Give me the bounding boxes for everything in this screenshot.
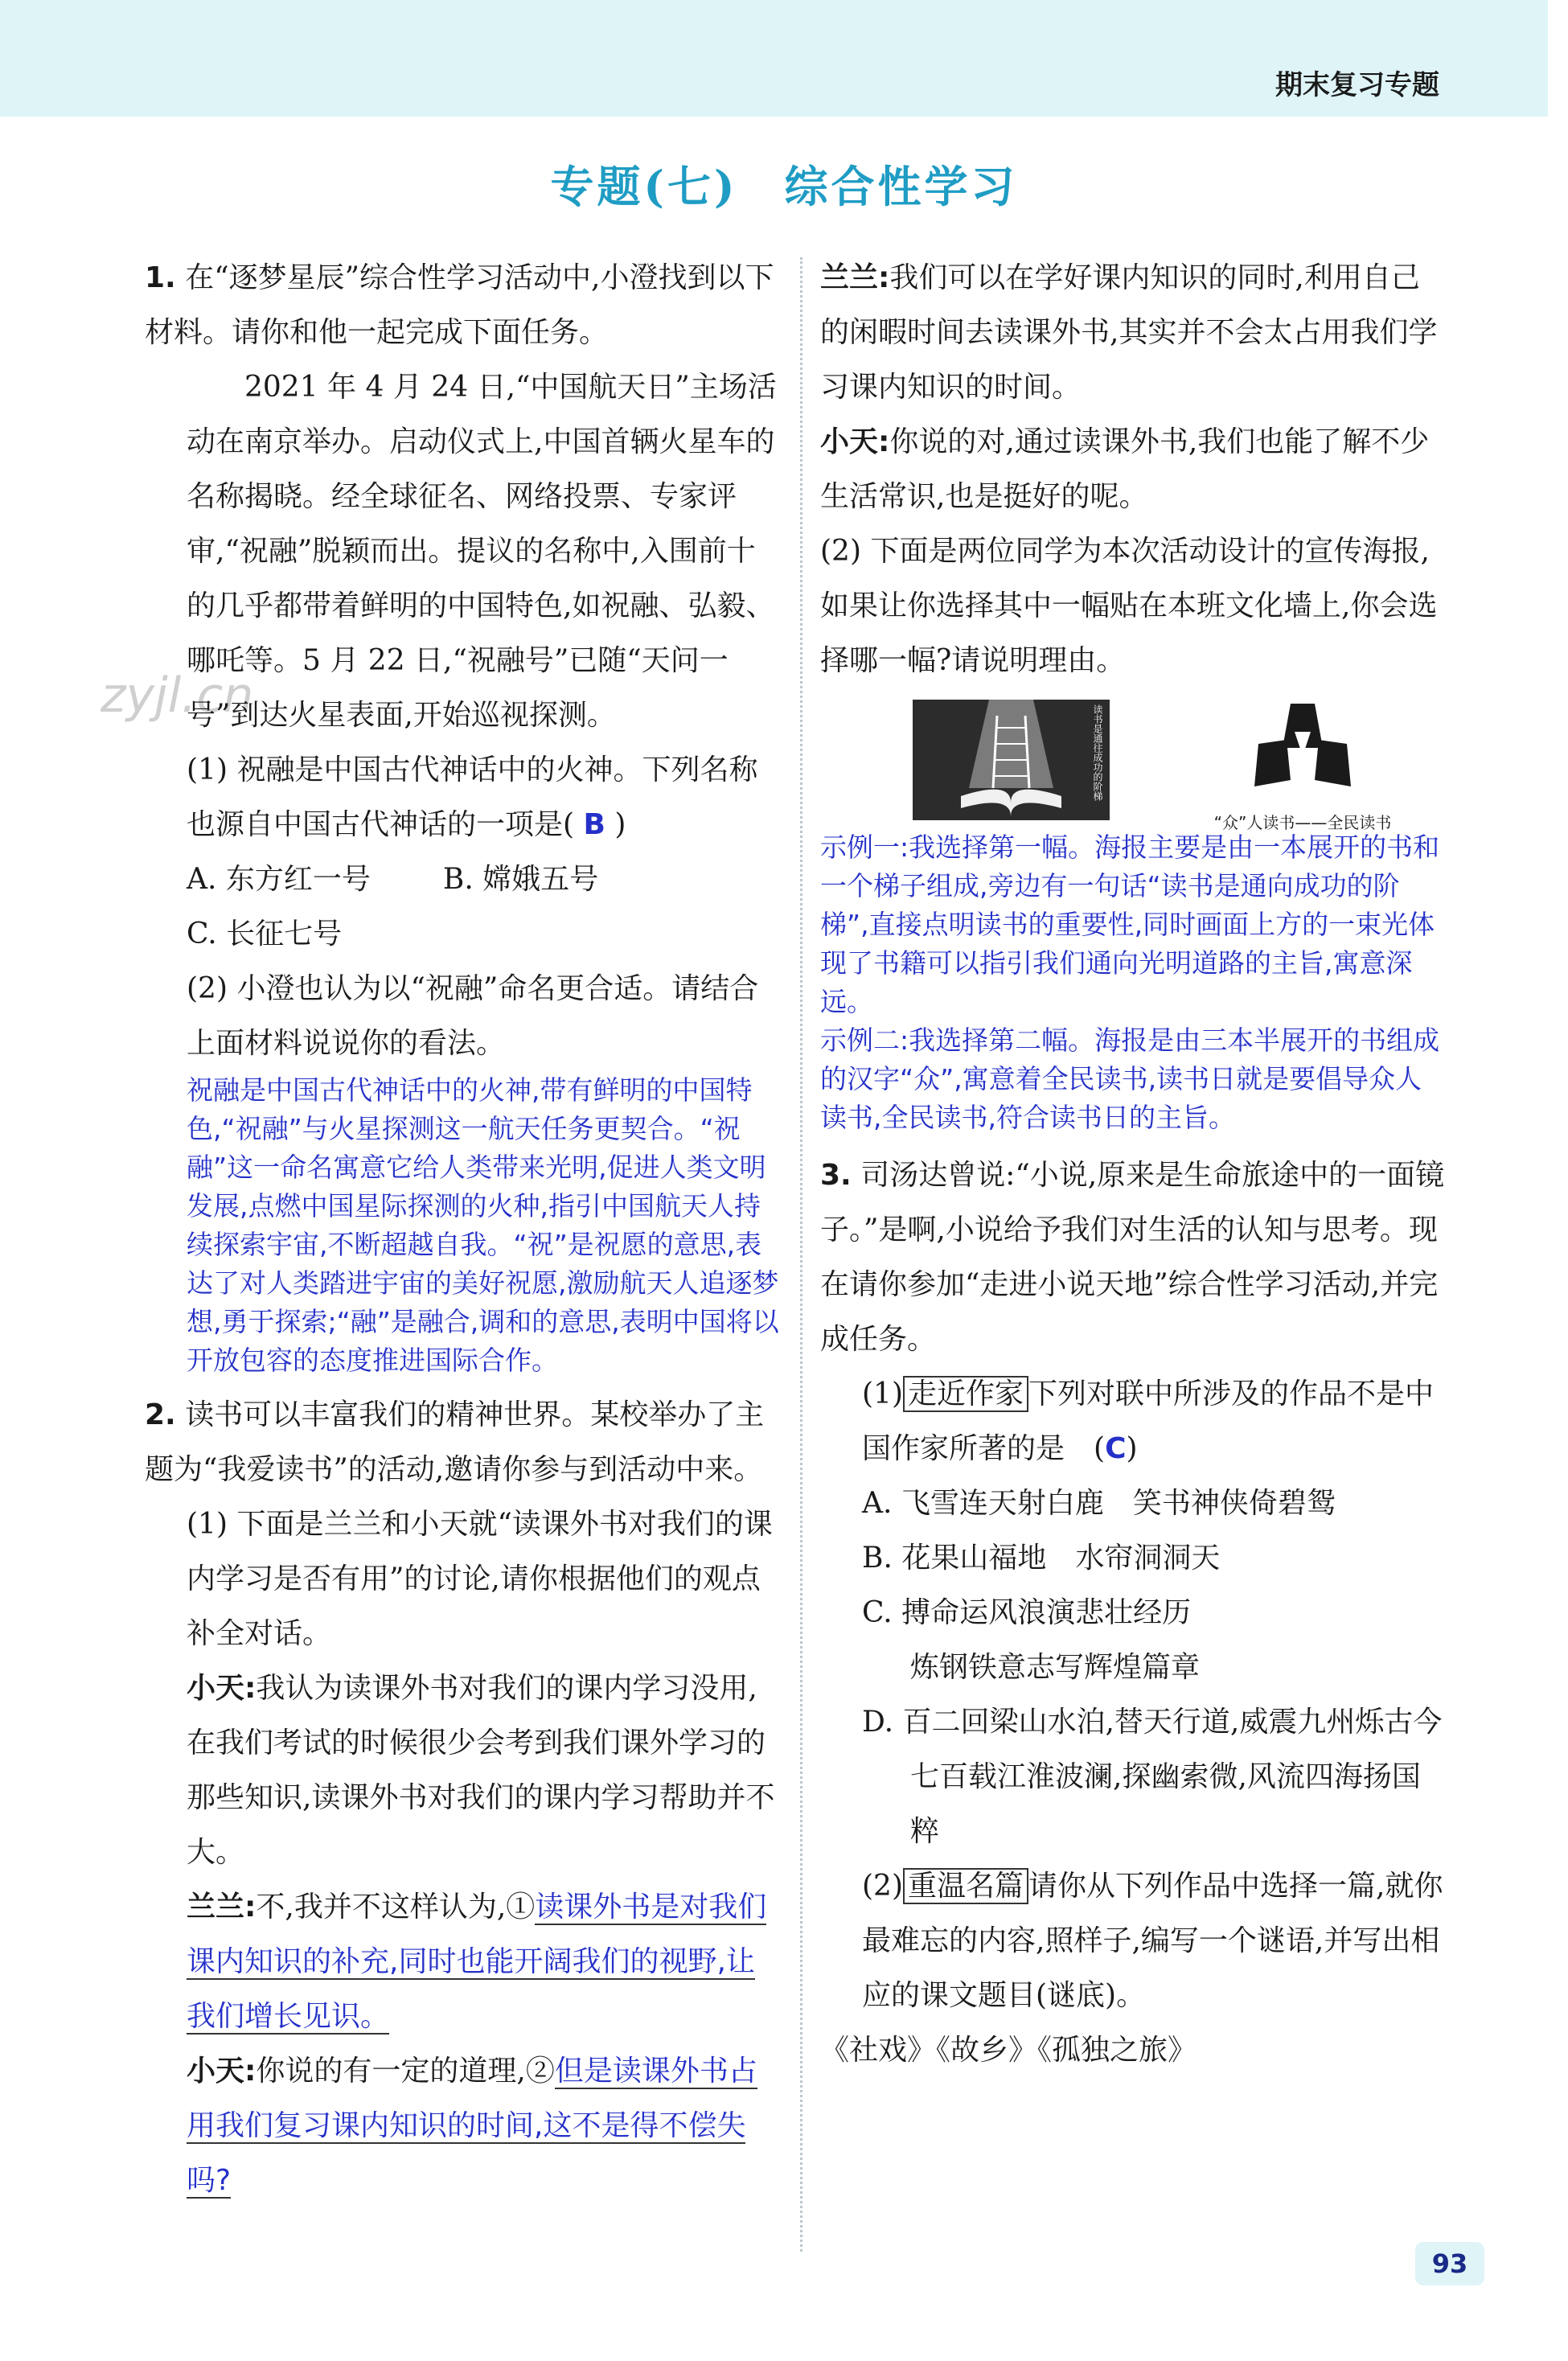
speaker-xiaotian: 小天:: [820, 425, 890, 458]
dialog-5: [820, 415, 1447, 524]
watermark: zyjl.cn: [101, 667, 254, 724]
q2-example-1: 示例一:我选择第一幅。海报主要是由一本展开的书和一个梯子组成,旁边有一句话“读书是通向成功的阶梯”,直接点明读书的重要性,同时画面上方的一束光体现了书籍可以指引我们通向光明道路的主旨,寓意深远。: [820, 831, 1440, 1017]
q3-option-d1: D. 百二回梁山水泊,替天行道,威震九州烁古今: [862, 1706, 1443, 1739]
section-label: 期末复习专题: [1275, 69, 1439, 101]
q1-sub1: [145, 743, 780, 852]
q1-sub2: (2) 小澄也认为以“祝融”命名更合适。请结合上面材料说说你的看法。: [187, 972, 759, 1060]
right-column: [820, 251, 1447, 2078]
poster-1-image: [913, 700, 1110, 820]
dialog-1-text: 我认为读课外书对我们的课内学习没用,在我们考试的时候很少会考到我们课外学习的那些知识,读课外书对我们的课内学习帮助并不大。: [187, 1672, 775, 1869]
q1-answer2: 祝融是中国古代神话中的火神,带有鲜明的中国特色,“祝融”与火星探测这一航天任务更契合。“祝融”这一命名寓意它给人类带来光明,促进人类文明发展,点燃中国星际探测的火种,指引中国航天人持续探索宇宙,不断超越自我。“祝”是祝愿的意思,表达了对人类踏进宇宙的美好祝愿,激励航天人追逐梦想,勇于探索;“融”是融合,调和的意思,表明中国将以开放包容的态度推进国际合作。: [187, 1074, 779, 1376]
q3-number: 3.: [820, 1159, 852, 1192]
q3-sub2-text: 请你从下列作品中选择一篇,就你最难忘的内容,照样子,编写一个谜语,并写出相应的课文题目(谜底)。: [862, 1870, 1443, 2012]
q1-sub1-text: (1) 祝融是中国古代神话中的火神。下列名称也源自中国古代神话的一项是(: [187, 753, 758, 841]
poster-2-image: [1182, 700, 1423, 792]
dialog-5-text: 你说的对,通过读课外书,我们也能了解不少生活常识,也是挺好的呢。: [820, 425, 1430, 513]
dialog-1: [145, 1661, 780, 1880]
page-title: 专题(七) 综合性学习: [550, 161, 1018, 212]
q3-option-d2: 七百载江淮波澜,探幽索微,风流四海扬国粹: [910, 1760, 1421, 1848]
dialog-2-answer: 读课外书是对我们课内知识的补充,同时也能开阔我们的视野,让我们增长见识。: [187, 1891, 767, 2033]
dialog-2: [145, 1880, 780, 2044]
q3-intro-text: 司汤达曾说:“小说,原来是生命旅途中的一面镜子。”是啊,小说给予我们对生活的认知与思考。现在请你参加“走进小说天地”综合性学习活动,并完成任务。: [820, 1159, 1445, 1356]
q1-option-b: B. 嫦娥五号: [442, 863, 599, 896]
q2-number: 2.: [145, 1398, 176, 1431]
poster-2-caption: “众”人读书——全民读书: [1213, 813, 1392, 832]
dialog-3-answer: 但是读课外书占用我们复习课内知识的时间,这不是得不偿失吗?: [187, 2055, 757, 2197]
q3-option-a: A. 飞雪连天射白鹿 笑书神侠倚碧鸳: [862, 1487, 1336, 1520]
q3-intro: [820, 1148, 1447, 1367]
q1-options-ab: [145, 852, 780, 907]
q2-sub1: (1) 下面是兰兰和小天就“读课外书对我们的课内学习是否有用”的讨论,请你根据他们的观点补全对话。: [187, 1508, 773, 1650]
q3-sub2: (2) 重温名篇 请你从下列作品中选择一篇,就你最难忘的内容,照样子,编写一个谜语,并写出相应的课文题目(谜底)。: [862, 1870, 1443, 2012]
q2-sub2: (2) 下面是两位同学为本次活动设计的宣传海报,如果让你选择其中一幅贴在本班文化墙上,你会选择哪一幅?请说明理由。: [820, 535, 1438, 677]
column-divider: [800, 257, 802, 2252]
page-number: 93: [1415, 2242, 1484, 2285]
q1-intro: [145, 251, 780, 360]
q2-example-2: 示例二:我选择第二幅。海报是由三本半展开的书组成的汉字“众”,寓意着全民读书,读书日就是要倡导众人读书,全民读书,符合读书日的主旨。: [820, 1024, 1440, 1133]
q3-option-c2: 炼钢铁意志写辉煌篇章: [910, 1651, 1201, 1684]
q2-intro-text: 读书可以丰富我们的精神世界。某校举办了主题为“我爱读书”的活动,邀请你参与到活动中来。: [145, 1398, 765, 1486]
dialog-4-text: 我们可以在学好课内知识的同时,利用自己的闲暇时间去读课外书,其实并不会太占用我们学习课内知识的时间。: [820, 261, 1438, 404]
q3-sub1-answer: C: [1105, 1432, 1127, 1465]
speaker-xiaotian: 小天:: [187, 1672, 257, 1705]
speaker-lanlan: 兰兰:: [187, 1891, 257, 1924]
q1-sub1-answer: B: [583, 808, 605, 841]
speaker-lanlan: 兰兰:: [820, 261, 890, 294]
q3-works: 《社戏》《故乡》《孤独之旅》: [820, 2034, 1197, 2067]
q3-option-b: B. 花果山福地 水帘洞洞天: [862, 1542, 1221, 1575]
speaker-xiaotian: 小天:: [187, 2055, 257, 2088]
dialog-3-text: 你说的有一定的道理,②: [256, 2055, 555, 2088]
q1-intro-text: 在“逐梦星辰”综合性学习活动中,小澄找到以下材料。请你和他一起完成下面任务。: [145, 261, 774, 349]
poster-1-text: 读书是通往成功的阶梯: [1092, 704, 1103, 801]
q2-intro: [145, 1388, 780, 1497]
left-column: [145, 251, 780, 2208]
q3-option-c1: C. 搏命运风浪演悲壮经历: [862, 1596, 1192, 1629]
q1-sub1-close: ): [614, 808, 626, 841]
q3-sub2-label: 重温名篇: [903, 1868, 1028, 1904]
dialog-4: [820, 251, 1447, 415]
q1-option-c: C. 长征七号: [187, 918, 343, 951]
poster-1: [913, 700, 1110, 820]
poster-row: [820, 700, 1447, 832]
q1-material: 2021 年 4 月 24 日,“中国航天日”主场活动在南京举办。启动仪式上,中国首辆火星车的名称揭晓。经全球征名、网络投票、专家评审,“祝融”脱颖而出。提议的名称中,入围前十的几乎都带着鲜明的中国特色,如祝融、弘毅、哪吒等。5 月 22 日,“祝融号”已随“天问一号”到达火星表面,开始巡视探测。: [187, 371, 777, 732]
dialog-2-text: 不,我并不这样认为,①: [256, 1891, 536, 1924]
q1-option-a: A. 东方红一号: [187, 863, 371, 896]
q3-sub1-label: 走近作家: [903, 1376, 1028, 1412]
q3-sub1-text: 下列对联中所涉及的作品不是中国作家所著的是: [862, 1378, 1435, 1465]
q3-sub1: (1) 走近作家 下列对联中所涉及的作品不是中国作家所著的是 (C): [862, 1378, 1435, 1465]
dialog-3: [145, 2044, 780, 2208]
poster-2: [1182, 700, 1423, 832]
q1-number: 1.: [145, 261, 176, 294]
